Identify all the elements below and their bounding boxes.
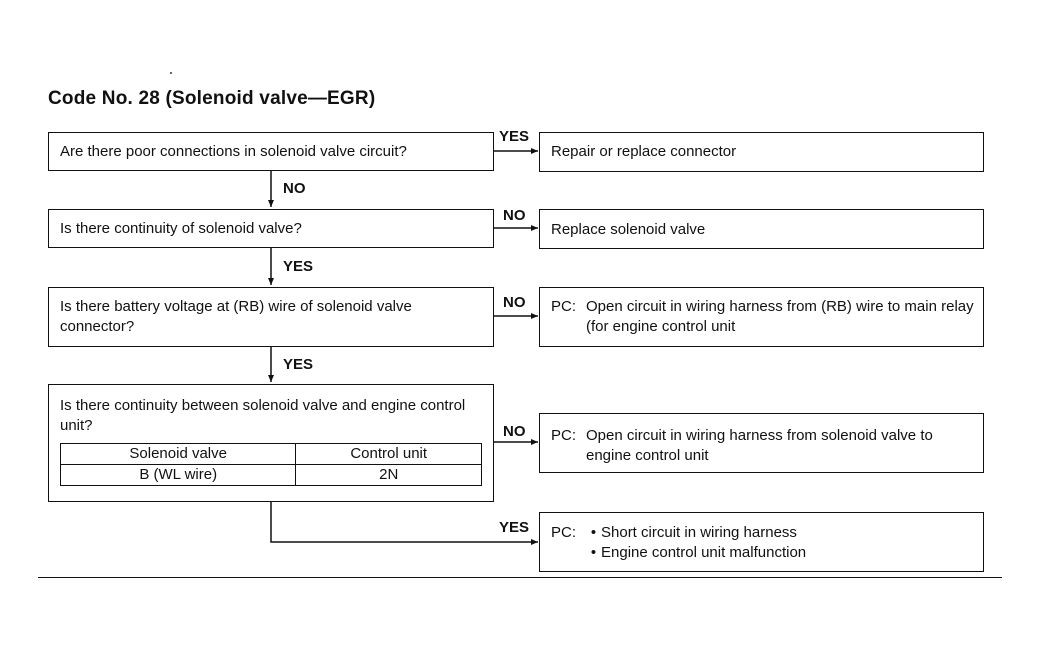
label-final-yes: YES [499, 519, 530, 536]
table-cell-solenoid: B (WL wire) [61, 465, 296, 486]
result-1-text: Repair or replace connector [551, 143, 737, 160]
bullet-icon: • [590, 544, 597, 561]
result-3-text: Open circuit in wiring harness from (RB) wire to main relay (for engine control unit [586, 298, 974, 335]
result-box-3 [539, 287, 984, 347]
list-item [586, 543, 975, 563]
connection-table [60, 443, 482, 486]
label-q3-yes: YES [283, 356, 314, 373]
page-divider [38, 577, 1002, 578]
label-q2-no: NO [503, 207, 526, 224]
question-box-3 [48, 287, 494, 347]
question-4-text: Is there continuity between solenoid valve and engine control unit? [60, 397, 466, 434]
result-box-4 [539, 413, 984, 473]
result-final-content [551, 523, 975, 563]
result-3-content [551, 297, 975, 337]
question-box-4 [48, 384, 494, 502]
table-header-solenoid: Solenoid valve [61, 444, 296, 465]
question-box-2 [48, 209, 494, 248]
question-box-1 [48, 132, 494, 171]
question-2-text: Is there continuity of solenoid valve? [60, 220, 302, 237]
result-3-prefix: PC: [551, 298, 577, 315]
result-4-text: Open circuit in wiring harness from solenoid valve to engine control unit [586, 427, 933, 464]
list-item [586, 523, 975, 543]
result-4-content [551, 426, 975, 466]
result-4-prefix: PC: [551, 427, 577, 444]
bullet-icon: • [590, 524, 597, 541]
result-box-1 [539, 132, 984, 172]
list-item-text: Engine control unit malfunction [601, 544, 807, 561]
page-title: Code No. 28 (Solenoid valve—EGR) [48, 88, 376, 109]
table-header-control: Control unit [296, 444, 482, 465]
result-final-list [586, 523, 975, 563]
label-q4-no: NO [503, 423, 526, 440]
table-row [61, 465, 482, 486]
label-q1-no: NO [283, 180, 306, 197]
label-q1-yes: YES [499, 128, 530, 145]
list-item-text: Short circuit in wiring harness [601, 524, 797, 541]
table-header-row [61, 444, 482, 465]
result-final-prefix: PC: [551, 524, 577, 541]
question-1-text: Are there poor connections in solenoid valve circuit? [60, 143, 407, 160]
result-box-2 [539, 209, 984, 249]
label-q2-yes: YES [283, 258, 314, 275]
label-q3-no: NO [503, 294, 526, 311]
question-3-text: Is there battery voltage at (RB) wire of solenoid valve connector? [60, 298, 412, 335]
result-box-final [539, 512, 984, 572]
result-2-text: Replace solenoid valve [551, 221, 706, 238]
connector-q4-yes [271, 502, 538, 542]
table-cell-control: 2N [296, 465, 482, 486]
